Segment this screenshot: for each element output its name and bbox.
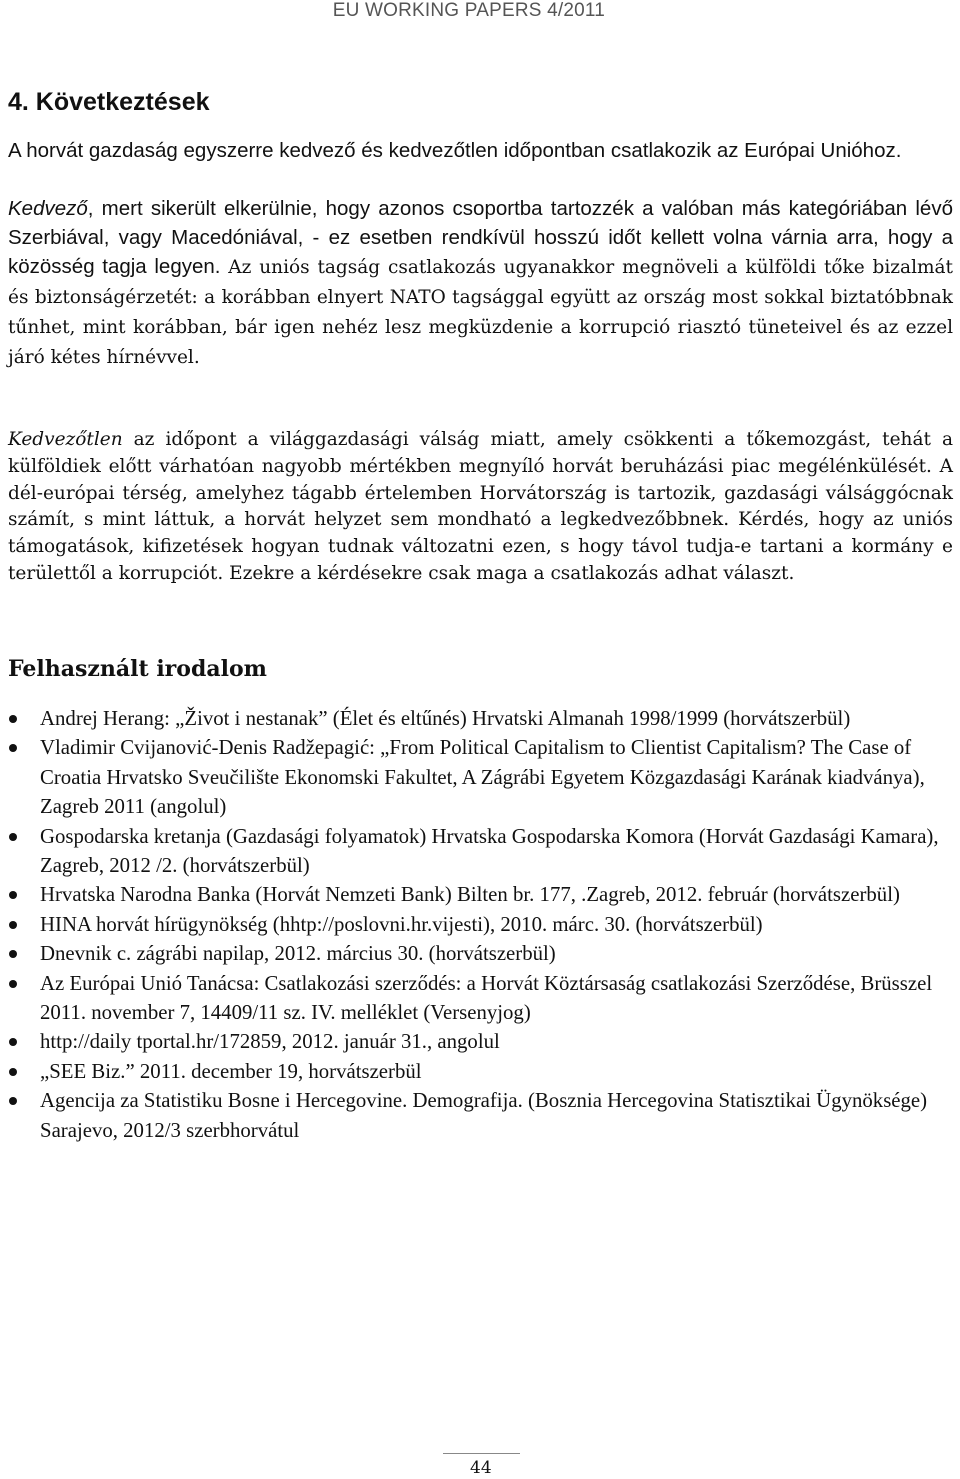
reference-item [0, 880, 945, 909]
reference-text: Az Európai Unió Tanácsa: Csatlakozási szerződés: a Horvát Köztársaság csatlakozási Szerződése, Brüsszel 2011. november 7, 14409/11 sz. IV. melléklet (Versenyjog) [40, 971, 933, 1025]
bullet-icon [9, 1068, 17, 1076]
page-number: 44 [470, 1458, 492, 1478]
footer-divider [443, 1453, 520, 1454]
bullet-icon [9, 921, 17, 929]
bullet-icon [9, 833, 17, 841]
reference-text: Vladimir Cvijanović-Denis Radžepagić: „From Political Capitalism to Clientist Capitalism? The Case of Croatia Hrvatsko Sveučilište Ekonomski Fakultet, A Zágrábi Egyetem Közgazdasági Karának kiadványa), Zagreb 2011 (angolul) [40, 736, 925, 819]
reference-text: Hrvatska Narodna Banka (Horvát Nemzeti Bank) Bilten br. 177, .Zagreb, 2012. február (horvátszerbül) [40, 883, 900, 907]
conclusion-paragraph-2 [8, 194, 953, 372]
paragraph-2-serif-text: Az uniós tagság csatlakozás ugyanakkor megnöveli a külföldi tőke bizalmát és biztonságérzetét: a korábban elnyert NATO tagsággal együtt az ország most sokkal biztatóbbnak tűnhet, mint korábban, bár igen nehéz lesz megküzdenie a korrupció riasztó tüneteivel és az ezzel járó kétes hírnévvel. [8, 257, 953, 368]
bullet-icon [9, 715, 17, 723]
reference-item [0, 733, 945, 821]
paragraph-3-text: az időpont a világgazdasági válság miatt, amely csökkenti a tőkemozgást, tehát a külföldiek előtt várhatóan nagyobb mértékben megnyíló horvát beruházási piac megélénkülését. A dél-európai térség, amelyhez tágabb értelemben Horvátország is tartozik, gazdasági válsággócnak számít, s mint láttuk, a horvát helyzet sem mondható a legkedvezőbbnek. Kérdés, hogy az uniós támogatások, kifizetések hogyan tudnak változatni ezen, s hogy távol tudja-e tartani a kormány e területtől a korrupciót. Ezekre a kérdésekre csak maga a csatlakozás adhat választ. [8, 429, 953, 584]
bullet-icon [9, 950, 17, 958]
bullet-icon [9, 891, 17, 899]
reference-item [0, 969, 945, 1028]
references-heading: Felhasznált irodalom [8, 656, 267, 682]
reference-text: Gospodarska kretanja (Gazdasági folyamatok) Hrvatska Gospodarska Komora (Horvát Gazdasági Kamara), Zagreb, 2012 /2. (horvátszerbül) [40, 824, 939, 878]
reference-item [0, 1027, 945, 1056]
reference-text: Agencija za Statistiku Bosne i Hercegovine. Demografija. (Bosznia Hercegovina Statisztikai Ügynöksége) Sarajevo, 2012/3 szerbhorvátul [40, 1089, 928, 1142]
reference-text: „SEE Biz.” 2011. december 19, horvátszerbül [40, 1059, 422, 1083]
reference-text: Dnevnik c. zágrábi napilap, 2012. március 30. (horvátszerbül) [40, 942, 556, 966]
references-list [0, 704, 945, 1145]
paragraph-2-lead: Kedvező [8, 197, 88, 220]
bullet-icon [9, 1038, 17, 1046]
conclusion-paragraph-1 [8, 136, 953, 165]
paragraph-3-lead: Kedvezőtlen [8, 429, 123, 450]
section-heading: 4. Következtések [8, 88, 210, 116]
reference-item [0, 1057, 945, 1086]
reference-item [0, 704, 945, 733]
reference-text: Andrej Herang: „Život i nestanak” (Élet és eltűnés) Hrvatski Almanah 1998/1999 (horvátszerbül) [40, 707, 851, 730]
bullet-icon [9, 1097, 17, 1105]
conclusion-paragraph-3 [8, 427, 953, 588]
reference-item [0, 910, 945, 939]
reference-item [0, 939, 945, 968]
bullet-icon [9, 744, 17, 752]
running-header: EU WORKING PAPERS 4/2011 [332, 0, 605, 21]
bullet-icon [9, 980, 17, 988]
reference-text: HINA horvát hírügynökség (hhtp://poslovni.hr.vijesti), 2010. márc. 30. (horvátszerbül) [40, 912, 763, 936]
paragraph-1-text: A horvát gazdaság egyszerre kedvező és kedvezőtlen időpontban csatlakozik az Európai Unióhoz. [8, 139, 902, 162]
reference-item [0, 1086, 945, 1145]
reference-item [0, 822, 945, 881]
reference-text: http://daily tportal.hr/172859, 2012. január 31., angolul [40, 1030, 500, 1054]
paragraph-2-sans-text: , mert sikerült elkerülnie, hogy azonos csoportba tartozzék a valóban más kategóriában lévő Szerbiával, vagy Macedóniával, - ez esetben rendkívül hosszú időt kellett volna várnia arra, hogy a közösség tagja legyen. [8, 197, 953, 278]
